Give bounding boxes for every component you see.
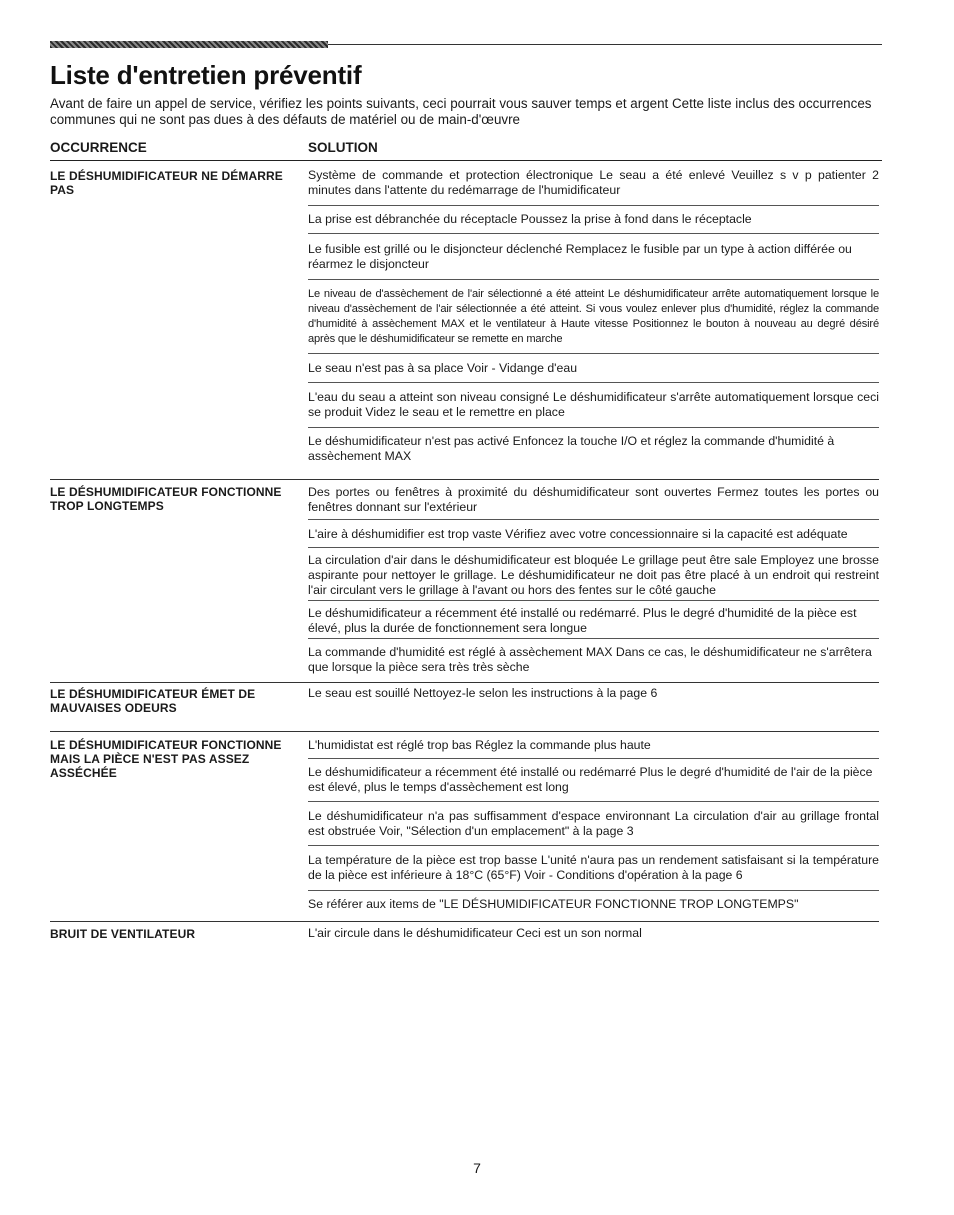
row-divider bbox=[308, 845, 879, 846]
solution-item: Le fusible est grillé ou le disjoncteur déclenché Remplacez le fusible par un type à action différée ou réarmez le disjoncteur bbox=[308, 242, 852, 271]
solution-item: Des portes ou fenêtres à proximité du déshumidificateur sont ouvertes Fermez toutes les portes ou fenêtres donnant sur l'extérieur bbox=[308, 485, 879, 514]
intro-paragraph: Avant de faire un appel de service, vérifiez les points suivants, ceci pourrait vous sauver temps et argent Cette liste inclus des occurrences communes qui ne sont pas dues à des défauts de matériel ou de main-d'œuvre bbox=[50, 96, 872, 127]
occurrence-room-not-dry: LE DÉSHUMIDIFICATEUR FONCTIONNE MAIS LA PIÈCE N'EST PAS ASSEZ ASSÉCHÉE bbox=[50, 738, 282, 780]
row-divider bbox=[308, 233, 879, 234]
solution-item: L'air circule dans le déshumidificateur Ceci est un son normal bbox=[308, 926, 642, 940]
row-divider bbox=[308, 279, 879, 280]
solution-item: La prise est débranchée du réceptacle Poussez la prise à fond dans le réceptacle bbox=[308, 212, 752, 226]
solution-item: L'eau du seau a atteint son niveau consigné Le déshumidificateur s'arrête automatiquement lorsque ceci se produit Videz le seau et le remettre en place bbox=[308, 390, 879, 419]
row-divider bbox=[308, 427, 879, 428]
solution-item: La circulation d'air dans le déshumidificateur est bloquée Le grillage peut être sale Employez une brosse aspirante pour nettoyer le grillage. Le déshumidificateur ne doit pas être placé à un endroit qui restreint l'air circulant vers le grillage à l'avant ou hors des fentes sur le côté gauche bbox=[308, 553, 879, 597]
group-divider bbox=[50, 921, 879, 922]
row-divider bbox=[308, 547, 879, 548]
row-divider bbox=[308, 353, 879, 354]
column-header-occurrence: OCCURRENCE bbox=[50, 140, 147, 155]
page-number: 7 bbox=[473, 1160, 481, 1176]
solution-item: Le déshumidificateur a récemment été installé ou redémarré Plus le degré d'humidité de l'air de la pièce est élevé, plus le temps d'assèchement est long bbox=[308, 765, 873, 794]
row-divider bbox=[308, 801, 879, 802]
solution-item: La commande d'humidité est réglé à assèchement MAX Dans ce cas, le déshumidificateur ne s'arrêtera que lorsque la pièce sera très très sèche bbox=[308, 645, 872, 674]
group-divider bbox=[50, 479, 879, 480]
page-title: Liste d'entretien préventif bbox=[50, 60, 362, 90]
row-divider bbox=[308, 890, 879, 891]
solution-item: Le seau est souillé Nettoyez-le selon les instructions à la page 6 bbox=[308, 686, 658, 700]
solution-item: La température de la pièce est trop basse L'unité n'aura pas un rendement satisfaisant si la température de la pièce est inférieure à 18°C (65°F) Voir - Conditions d'opération à la page 6 bbox=[308, 853, 879, 882]
solution-item: L'aire à déshumidifier est trop vaste Vérifiez avec votre concessionnaire si la capacité est adéquate bbox=[308, 527, 848, 541]
solution-item: Le niveau de d'assèchement de l'air sélectionné a été atteint Le déshumidificateur arrête automatiquement lorsque le niveau d'assèchement de l'air sélectionnée a été atteint. Si vous voulez enlever plus d'humidité, réglez la commande d'humidité à assèchement MAX et le ventilateur à Haute vitesse Positionnez le bouton à nouveau au degré désiré après que le déshumidificateur se remette en marche bbox=[308, 288, 879, 345]
occurrence-runs-too-long: LE DÉSHUMIDIFICATEUR FONCTIONNE TROP LONGTEMPS bbox=[50, 485, 282, 513]
solution-item: Le déshumidificateur a récemment été installé ou redémarré. Plus le degré d'humidité de la pièce est élevé, plus la durée de fonctionnement sera longue bbox=[308, 606, 857, 635]
solution-item: Se référer aux items de "LE DÉSHUMIDIFICATEUR FONCTIONNE TROP LONGTEMPS" bbox=[308, 897, 799, 911]
occurrence-not-starting: LE DÉSHUMIDIFICATEUR NE DÉMARRE PAS bbox=[50, 169, 283, 197]
group-divider bbox=[50, 731, 879, 732]
row-divider bbox=[308, 758, 879, 759]
row-divider bbox=[308, 638, 879, 639]
solution-item: L'humidistat est réglé trop bas Réglez la commande plus haute bbox=[308, 738, 651, 752]
solution-item: Le seau n'est pas à sa place Voir - Vidange d'eau bbox=[308, 361, 578, 375]
row-divider bbox=[308, 519, 879, 520]
solution-item: Le déshumidificateur n'a pas suffisamment d'espace environnant La circulation d'air au grillage frontal est obstruée Voir, "Sélection d'un emplacement" à la page 3 bbox=[308, 809, 879, 838]
solution-item: Le déshumidificateur n'est pas activé Enfoncez la touche I/O et réglez la commande d'humidité à assèchement MAX bbox=[308, 434, 835, 463]
column-header-solution: SOLUTION bbox=[308, 140, 378, 155]
group-divider bbox=[50, 682, 879, 683]
row-divider bbox=[308, 600, 879, 601]
header-divider bbox=[50, 160, 882, 161]
occurrence-bad-odors: LE DÉSHUMIDIFICATEUR ÉMET DE MAUVAISES ODEURS bbox=[50, 687, 256, 715]
header-pattern-bar bbox=[50, 41, 328, 48]
occurrence-fan-noise: BRUIT DE VENTILATEUR bbox=[50, 927, 196, 941]
row-divider bbox=[308, 382, 879, 383]
solution-item: Système de commande et protection électronique Le seau a été enlevé Veuillez s v p patienter 2 minutes dans l'attente du redémarrage de l'humidificateur bbox=[308, 168, 879, 197]
row-divider bbox=[308, 205, 879, 206]
